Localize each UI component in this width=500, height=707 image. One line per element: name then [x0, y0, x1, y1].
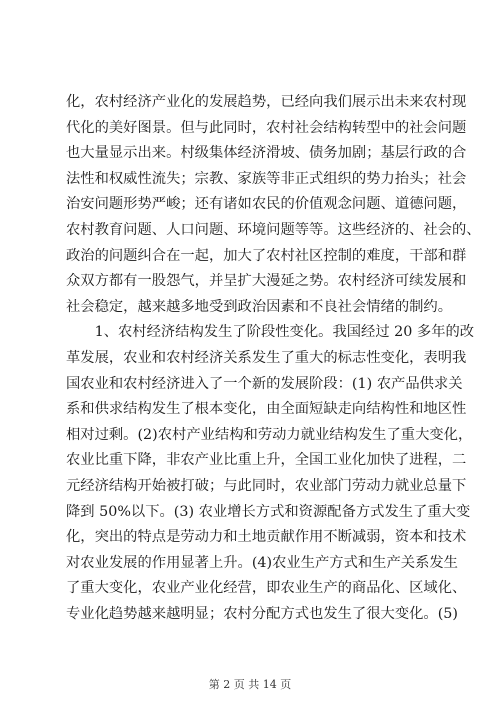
body-text — [66, 90, 481, 627]
text-line: 降到 50%以下。(3) 农业增长方式和资源配备方式发生了重大变 — [66, 503, 471, 520]
text-line: 相对过剩。(2)农村产业结构和劳动力就业结构发生了重大变化， — [66, 426, 473, 443]
text-line: 农业比重下降，非农产业比重上升，全国工业化加快了进程，二 — [66, 452, 467, 469]
text-line: 化，农村经济产业化的发展趋势，已经向我们展示出未来农村现 — [66, 94, 467, 110]
text-line: 代化的美好图景。但与此同时，农村社会结构转型中的社会问题 — [66, 119, 467, 136]
text-line: 革发展，农业和农村经济关系发生了重大的标志性变化，表明我 — [66, 349, 467, 366]
text-line: 法性和权威性流失；宗教、家族等非正式组织的势力抬头；社会 — [66, 170, 467, 187]
text-line: 农村教育问题、人口问题、环境问题等等。这些经济的、社会的、 — [66, 221, 481, 238]
text-line: 社会稳定，越来越多地受到政治因素和不良社会情绪的制约。 — [66, 298, 453, 315]
text-line: 元经济结构开始被打破；与此同时，农业部门劳动力就业总量下 — [66, 477, 467, 494]
text-line: 政治的问题纠合在一起，加大了农村社区控制的难度，干部和群 — [66, 247, 467, 264]
text-line: 系和供求结构发生了根本变化，由全面短缺走向结构性和地区性 — [66, 401, 467, 418]
text-line: 治安问题形势严峻；还有诸如农民的价值观念问题、道德问题， — [66, 196, 467, 213]
text-line: 众双方都有一股怨气，并呈扩大漫延之势。农村经济可续发展和 — [66, 273, 467, 290]
text-line: 了重大变化，农业产业化经营，即农业生产的商品化、区域化、 — [66, 580, 467, 597]
text-line: 化，突出的特点是劳动力和土地贡献作用不断减弱，资本和技术 — [66, 529, 467, 546]
text-line: 1、农村经济结构发生了阶段性变化。我国经过 20 多年的改 — [66, 324, 475, 341]
page-footer: 第 2 页 共 14 页 — [208, 678, 292, 691]
text-line: 国农业和农村经济进入了一个新的发展阶段：(1) 农产品供求关 — [66, 375, 463, 392]
text-line: 对农业发展的作用显著上升。(4)农业生产方式和生产关系发生 — [66, 554, 458, 571]
text-line: 专业化趋势越来越明显；农村分配方式也发生了很大变化。(5) — [66, 605, 458, 622]
text-line: 也大量显示出来。村级集体经济滑坡、债务加剧；基层行政的合 — [66, 145, 467, 162]
